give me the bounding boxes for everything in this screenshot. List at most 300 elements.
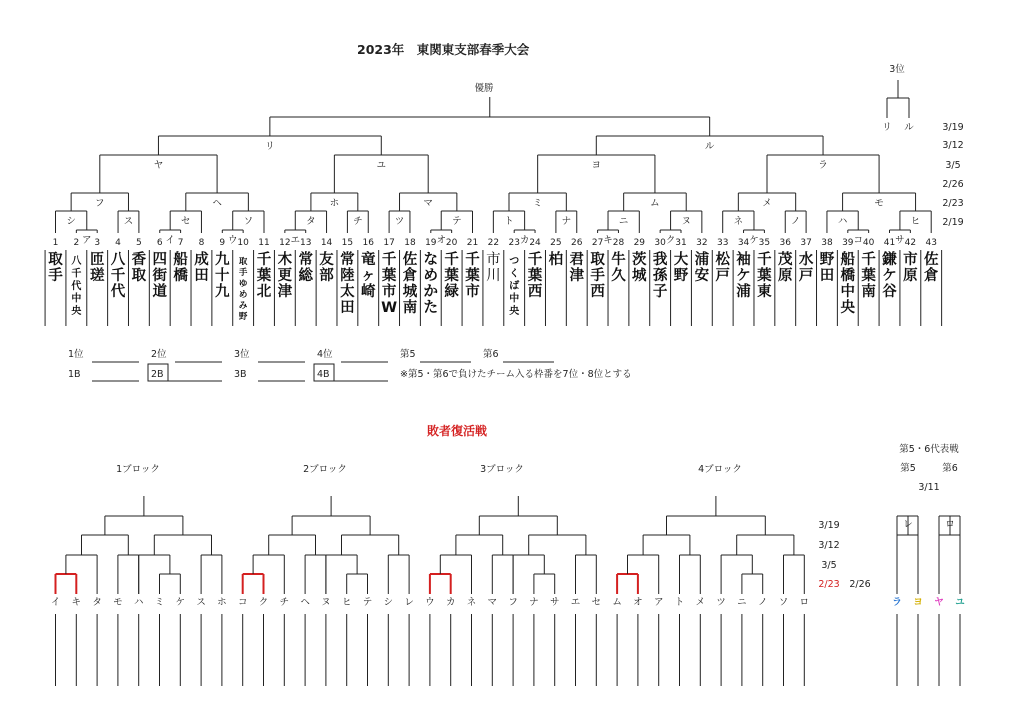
playoff-kana-re: レ [903,519,913,530]
rank-4b: 4B [317,369,330,380]
repechage-slot: ア [653,597,664,608]
svg-text:崎: 崎 [361,284,376,300]
match-label: オ [436,235,446,246]
svg-text:原: 原 [778,268,793,284]
svg-text:市: 市 [903,252,918,268]
svg-text:谷: 谷 [882,284,897,300]
svg-text:竜: 竜 [361,252,376,268]
svg-text:友: 友 [319,252,334,268]
svg-text:浦: 浦 [736,284,751,300]
svg-text:央: 央 [840,300,856,316]
svg-text:市: 市 [381,284,397,300]
match-label: ニ [618,216,629,227]
match-label: テ [452,216,462,227]
match-label: ハ [837,216,848,227]
match-label: ラ [818,160,828,171]
team-number: 41 [883,238,896,248]
team-name [881,250,897,300]
repechage-slot: メ [695,597,706,608]
svg-text:道: 道 [152,284,167,300]
svg-text:四: 四 [152,252,167,268]
svg-text:瑳: 瑳 [89,268,105,284]
match-label: セ [181,216,191,227]
repechage-slot: ウ [425,597,435,608]
svg-text:九: 九 [215,284,230,300]
svg-text:八: 八 [71,256,82,267]
svg-text:城: 城 [402,284,418,300]
team-number: 28 [612,238,625,248]
date-rep-r1b: 2/26 [849,579,871,590]
match-label: ヌ [681,216,691,227]
svg-text:ヶ: ヶ [361,268,376,284]
playoff-label-5: 第5 [900,463,916,474]
svg-text:千: 千 [861,252,876,268]
block-2-label: 2ブロック [303,464,347,475]
repechage-slot: ノ [757,597,768,608]
third-kana-ru: ル [904,122,914,133]
repechage-slot-labels [51,597,809,608]
svg-text:北: 北 [256,284,272,300]
team-number: 43 [925,238,937,248]
svg-text:木: 木 [277,252,293,268]
repechage-slot: ヌ [321,597,331,608]
svg-text:千: 千 [527,252,543,268]
match-label: ツ [394,216,405,227]
svg-text:ケ: ケ [736,268,751,284]
match-label: ヒ [910,216,921,227]
svg-text:松: 松 [715,252,730,268]
team-number: 39 [842,238,854,248]
svg-text:中: 中 [840,284,856,300]
team-name [570,251,585,284]
page-title: 2023年 東関東支部春季大会 [357,42,530,57]
match-label: ク [665,235,676,246]
date-main-r3: 2/26 [942,179,964,190]
team-number: 21 [466,238,479,248]
playoff-label-6: 第6 [942,463,958,474]
team-name [257,251,272,300]
svg-text:津: 津 [277,284,293,300]
svg-text:太: 太 [340,284,355,300]
team-number: 31 [675,238,687,248]
svg-text:田: 田 [819,268,835,284]
svg-text:ケ: ケ [882,268,897,284]
svg-text:南: 南 [861,284,876,300]
date-main-semi: 3/12 [942,140,964,151]
repechage-slot: ロ [799,597,810,608]
svg-text:浦: 浦 [694,252,710,268]
team-name [695,251,710,284]
team-number: 36 [779,238,791,248]
repechage-slot: フ [508,597,518,608]
team-name [278,251,293,300]
rank-note: ※第5・第6で負けたチーム入る枠番を7位・8位とする [400,369,632,380]
svg-text:津: 津 [569,268,584,284]
team-name [653,251,668,300]
match-label: シ [66,216,76,227]
svg-text:野: 野 [819,252,835,268]
playoff-kana-ro: ロ [945,519,955,530]
svg-text:葉: 葉 [444,268,459,284]
repechage-slot: セ [591,597,602,608]
team-name [215,251,230,300]
third-place-label: 3位 [889,64,905,75]
repechage-slot: イ [50,597,61,608]
team-name [298,251,313,284]
rank-6: 第6 [483,349,499,360]
match-label: ソ [243,216,254,227]
team-name [903,250,918,284]
team-name [674,251,689,284]
svg-text:部: 部 [319,268,334,284]
svg-text:川: 川 [486,268,501,284]
match-label: ヘ [212,198,222,209]
svg-text:取: 取 [238,257,248,267]
svg-text:佐: 佐 [923,252,939,268]
svg-text:船: 船 [173,252,188,268]
match-label: ナ [561,216,572,227]
repechage-slot: コ [237,597,248,608]
repechage-slot: テ [362,597,373,608]
team-number: 29 [633,238,646,248]
team-number: 26 [571,238,583,248]
svg-text:代: 代 [110,284,126,300]
svg-text:常: 常 [298,252,313,268]
svg-text:市: 市 [465,284,480,300]
repechage-slot: サ [549,597,560,608]
repechage-slot: レ [404,597,414,608]
svg-text:央: 央 [71,306,82,317]
svg-text:常: 常 [340,252,355,268]
rank-4: 4位 [317,349,333,360]
svg-text:西: 西 [527,284,543,300]
team-name [799,251,814,284]
team-name [736,251,751,300]
team-name [757,251,772,300]
rank-3: 3位 [234,349,250,360]
match-label: フ [95,198,105,209]
svg-text:成: 成 [194,252,209,268]
svg-text:佐: 佐 [402,252,418,268]
playoff-entry-ra: ラ [892,597,902,608]
team-number: 4 [115,238,121,248]
team-number: 12 [279,238,291,248]
svg-text:城: 城 [632,268,647,284]
team-name [172,250,188,284]
main-bracket-lines [56,80,932,233]
svg-text:市: 市 [486,252,501,268]
repechage-bracket-lines [56,496,805,686]
team-list [45,238,942,326]
match-label: チ [353,216,363,227]
team-number: 19 [425,238,437,248]
team-name [361,250,376,300]
team-name [820,251,835,284]
team-number: 17 [383,238,395,248]
svg-text:陸: 陸 [340,268,355,284]
svg-text:茂: 茂 [778,252,793,268]
match-label: サ [895,235,905,246]
svg-text:鎌: 鎌 [882,252,897,268]
match-label: ア [82,235,92,246]
team-name [861,251,876,300]
svg-text:野: 野 [673,268,689,284]
svg-text:孫: 孫 [652,268,668,284]
team-number: 20 [445,238,458,248]
team-name [465,251,480,300]
match-label: ウ [227,235,238,246]
team-number: 15 [341,238,354,248]
team-name [153,251,168,300]
match-label: マ [423,198,433,209]
repechage-slot: ヒ [341,597,352,608]
match-label: ケ [749,235,759,246]
match-label: ム [650,198,660,209]
match-label: リ [265,141,275,152]
svg-text:街: 街 [152,268,167,284]
repechage-slot: チ [279,597,290,608]
team-number: 34 [737,238,750,248]
svg-text:た: た [423,300,439,316]
team-name [381,251,397,316]
team-name [632,250,647,284]
team-number: 42 [904,238,917,248]
svg-text:君: 君 [569,252,584,268]
svg-text:西: 西 [590,284,605,300]
team-name [71,255,82,317]
team-name [924,250,939,284]
team-name [444,251,459,300]
team-name [403,250,418,316]
svg-text:か: か [423,284,439,300]
match-label: コ [853,235,863,246]
match-label: ネ [733,216,744,227]
svg-text:柏: 柏 [548,252,564,268]
repechage-slot: カ [445,597,456,608]
svg-text:手: 手 [590,268,605,284]
date-main-qf: 3/5 [945,160,961,171]
svg-text:千: 千 [444,252,459,268]
rank-3b: 3B [234,369,247,380]
svg-text:め: め [423,268,439,284]
repechage-slot: ネ [466,597,477,608]
repechage-slot: ケ [175,597,186,608]
team-name [132,250,147,284]
block-1-label: 1ブロック [116,464,160,475]
svg-text:千: 千 [71,268,82,280]
svg-text:葉: 葉 [256,268,272,284]
svg-text:葉: 葉 [381,268,397,284]
rank-2: 2位 [151,349,167,360]
playoff-entry-ya: ヤ [934,597,944,608]
date-main-final: 3/19 [942,122,964,133]
team-name [509,256,520,317]
team-number: 22 [487,238,500,248]
svg-text:千: 千 [757,252,772,268]
svg-text:中: 中 [509,293,520,305]
match-label: エ [290,235,301,246]
third-kana-ri: リ [882,122,892,133]
match-label: ト [504,216,514,227]
winner-label: 優勝 [474,83,494,94]
repechage-slot: ソ [778,597,789,608]
svg-text:な: な [423,252,439,268]
svg-text:葉: 葉 [527,268,543,284]
svg-text:央: 央 [509,306,520,317]
svg-text:千: 千 [465,252,480,268]
match-label: ホ [329,198,340,209]
rank-5: 第5 [400,349,416,360]
team-name [194,251,209,284]
match-label: ヨ [591,160,602,171]
svg-text:橋: 橋 [840,268,856,284]
svg-text:ば: ば [509,281,520,292]
team-number: 24 [529,238,541,248]
match-label: イ [165,235,175,246]
svg-text:原: 原 [903,268,918,284]
team-name [424,251,439,316]
svg-text:取: 取 [48,252,63,268]
team-number: 6 [156,238,163,248]
svg-text:取: 取 [590,252,605,268]
team-number: 9 [219,238,226,248]
repechage-slot: タ [92,597,102,608]
svg-text:手: 手 [48,268,63,284]
match-label: カ [519,235,530,246]
fifth-sixth-playoff [892,443,965,686]
date-rep-qf: 3/5 [821,560,837,571]
repechage-slot: ツ [716,597,726,608]
playoff-title: 第5・6代表戦 [899,444,959,455]
team-name [48,251,63,284]
team-name [528,251,543,300]
svg-text:倉: 倉 [402,268,418,284]
svg-text:野: 野 [238,312,248,322]
match-label: ミ [532,198,543,209]
repechage-slot: ヘ [300,597,310,608]
team-name [90,251,105,284]
svg-text:つ: つ [509,256,520,267]
team-number: 7 [177,238,184,248]
match-label: メ [762,198,772,209]
team-name [840,250,856,316]
repechage-slot: エ [570,597,581,608]
rank-1: 1位 [68,349,84,360]
team-number: 5 [136,238,142,248]
svg-text:千: 千 [110,268,126,284]
date-rep-r1: 2/23 [818,579,840,590]
team-number: 10 [237,238,249,248]
match-label: ユ [376,160,387,171]
match-label: タ [306,216,316,227]
svg-text:大: 大 [673,252,689,268]
team-number: 35 [758,238,771,248]
repechage-slot: ナ [529,597,539,608]
playoff-entry-yo: ヨ [913,597,923,608]
date-main-r1: 2/19 [942,217,964,228]
svg-text:九: 九 [215,252,230,268]
team-name [611,251,626,284]
team-number: 3 [94,238,101,248]
repechage-slot: ス [196,597,206,608]
match-label: ノ [790,216,801,227]
team-name [778,250,793,284]
svg-text:葉: 葉 [861,268,876,284]
team-number: 40 [862,238,875,248]
team-name [486,251,501,284]
repechage-slot: ミ [154,597,165,608]
playoff-date: 3/11 [918,482,940,493]
svg-text:千: 千 [256,252,272,268]
team-number: 2 [73,238,80,248]
svg-text:我: 我 [652,252,668,268]
team-number: 18 [404,238,416,248]
repechage-slot: マ [487,597,498,608]
team-number: 25 [550,238,562,248]
team-number: 37 [800,238,812,248]
svg-text:十: 十 [215,268,230,284]
team-number: 13 [299,238,312,248]
repechage-slot: ト [674,597,685,608]
team-name [340,251,355,316]
repechage-slot: ム [612,597,622,608]
svg-text:匝: 匝 [89,252,105,268]
team-name [111,251,126,300]
svg-text:橋: 橋 [173,268,188,284]
rank-2b: 2B [151,369,164,380]
team-number: 8 [198,238,205,248]
svg-text:東: 東 [757,284,772,300]
svg-text:田: 田 [194,268,209,284]
team-number: 32 [696,238,708,248]
svg-text:戸: 戸 [715,268,730,284]
repechage-slot: オ [633,597,643,608]
svg-text:袖: 袖 [736,252,751,268]
playoff-entry-yu: ユ [955,597,965,608]
repechage-title: 敗者復活戦 [426,424,488,438]
team-name [715,251,730,284]
repechage-slot: ニ [737,597,747,608]
svg-text:子: 子 [652,284,668,300]
svg-text:千: 千 [381,252,397,268]
repechage-slot: ハ [133,597,144,608]
svg-text:更: 更 [277,268,293,284]
team-number: 30 [654,238,666,248]
svg-text:W: W [381,300,398,316]
date-main-r2: 2/23 [942,198,964,209]
match-label: キ [603,235,613,246]
svg-text:久: 久 [611,268,626,284]
svg-text:戸: 戸 [798,268,814,284]
team-number: 38 [821,238,833,248]
team-number: 16 [362,238,374,248]
team-number: 11 [258,238,270,248]
svg-text:牛: 牛 [611,252,626,268]
svg-text:葉: 葉 [465,268,480,284]
svg-text:取: 取 [131,268,147,284]
block-4-label: 4ブロック [698,464,742,475]
repechage-slot: モ [113,597,123,608]
svg-text:総: 総 [298,268,313,284]
date-rep-final: 3/19 [818,520,840,531]
svg-text:田: 田 [340,300,355,316]
team-name [239,256,248,322]
date-rep-semi: 3/12 [818,540,840,551]
svg-text:ゆ: ゆ [238,279,248,289]
svg-text:倉: 倉 [923,268,939,284]
team-number: 23 [508,238,520,248]
svg-text:安: 安 [694,268,710,284]
